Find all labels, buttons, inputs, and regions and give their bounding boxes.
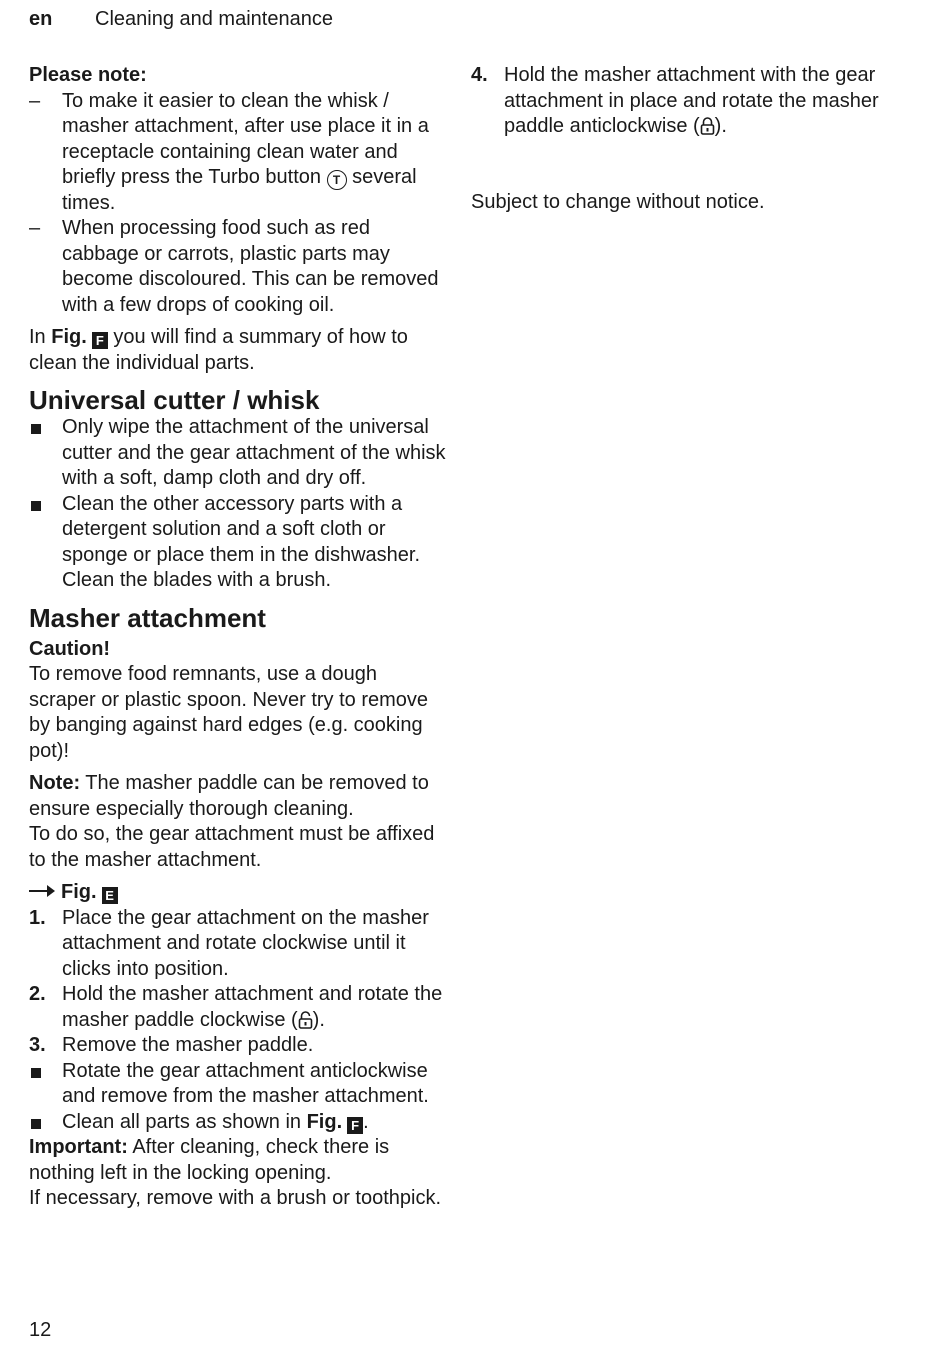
bullet-item [29,415,449,492]
summary-paragraph [29,325,449,376]
square-bullet-icon [31,501,41,511]
bullet-text-end: . [363,1110,369,1133]
step-number: 3. [29,1034,46,1056]
bullet-text: Clean the other accessory parts with a detergent solution and a soft cloth or sponge or place them in the dishwasher. Clean the blades with a brush. [62,492,420,591]
fig-label: Fig. [61,881,97,903]
important-text: After cleaning, check there is nothing left in the locking opening. [29,1136,390,1184]
fig-label: Fig. [51,326,87,348]
note-item [29,89,449,217]
bullet-item [29,1110,449,1136]
square-bullet-icon [31,424,41,434]
step-item [29,1033,449,1059]
square-bullet-icon [31,1068,41,1078]
turbo-button-icon: T [327,170,347,190]
note-text: To make it easier to clean the whisk / masher attachment, after use place it in a receptacle containing clean water and briefly press the Turbo button [62,89,429,188]
arrow-right-icon [29,884,55,898]
fig-letter-badge: F [92,332,108,349]
summary-post: you will find a summary of how to clean the individual parts. [29,326,408,374]
step-item [471,63,891,140]
bullet-item [29,492,449,594]
step-text: Hold the masher attachment with the gear attachment in place and rotate the masher paddle anticlockwise ( [504,64,879,137]
universal-cutter-heading: Universal cutter / whisk [29,385,320,415]
important-label: Important: [29,1136,128,1158]
note-item [29,216,449,318]
note-text-end: several times. [62,166,417,214]
bullet-item [29,1059,449,1110]
step-number: 2. [29,983,46,1005]
bullet-text: Clean all parts as shown in [62,1110,307,1133]
fig-label: Fig. [306,1110,343,1133]
step-text-end: ). [714,115,727,137]
note-text: When processing food such as red cabbage or carrots, plastic parts may become discoloured. This can be removed with a few drops of cooking oil. [62,217,439,316]
fig-letter-badge: E [102,887,118,904]
step-text: Place the gear attachment on the masher attachment and rotate clockwise until it clicks into position. [62,906,429,980]
step-text-end: ). [312,1008,325,1031]
summary-pre: In [29,326,52,348]
bullet-text: Only wipe the attachment of the universal cutter and the gear attachment of the whisk with a soft, damp cloth and dry off. [62,416,446,489]
please-note-label: Please note: [29,64,147,86]
lock-closed-icon [700,117,715,135]
step-item [29,982,449,1033]
right-column [471,63,891,215]
language-code: en [29,8,53,30]
note-paragraph [29,771,449,822]
step-text: Hold the masher attachment and rotate the masher paddle clockwise ( [62,983,443,1031]
disclaimer: Subject to change without notice. [471,190,765,213]
left-column [29,63,449,1212]
important-paragraph [29,1135,449,1186]
dash-marker: – [29,217,41,239]
caution-label: Caution! [29,637,111,660]
caution-text: To remove food remnants, use a dough scraper or plastic spoon. Never try to remove by banging against hard edges (e.g. cooking pot)! [29,663,429,762]
page-header [29,7,333,31]
important-paragraph-2: If necessary, remove with a brush or toothpick. [29,1187,442,1209]
note-body: The masher paddle can be removed to ensure especially thorough cleaning. [29,772,429,820]
fig-reference [29,880,449,906]
lock-open-icon [298,1011,313,1029]
square-bullet-icon [31,1119,41,1129]
section-title: Cleaning and maintenance [95,8,333,30]
step-item [29,906,449,983]
masher-heading: Masher attachment [29,602,266,633]
note-paragraph-2: To do so, the gear attachment must be affixed to the masher attachment. [29,823,435,871]
page-number: 12 [29,1319,52,1341]
step-number: 4. [471,64,488,86]
step-text: Remove the masher paddle. [62,1034,314,1056]
step-number: 1. [29,906,46,929]
note-label: Note: [29,772,81,794]
bullet-text: Rotate the gear attachment anticlockwise and remove from the masher attachment. [62,1059,429,1107]
dash-marker: – [29,89,41,112]
fig-letter-badge: F [347,1117,363,1134]
